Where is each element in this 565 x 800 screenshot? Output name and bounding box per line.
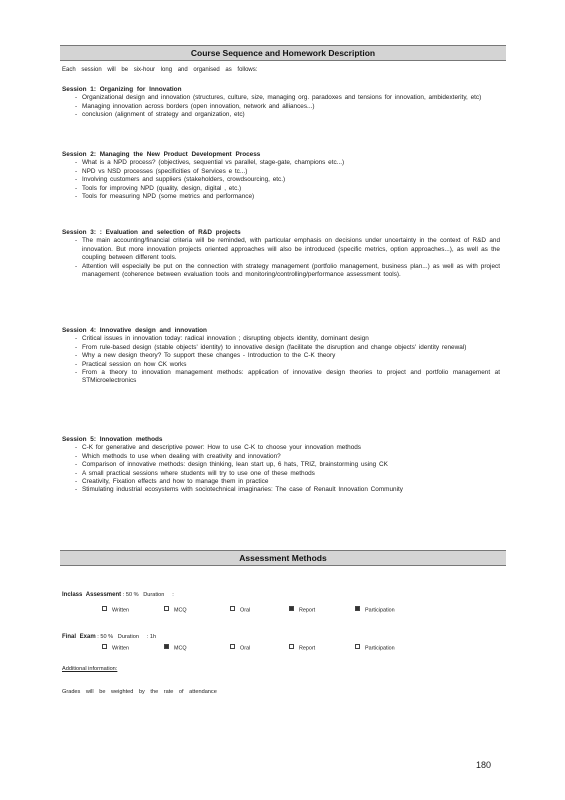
assessment-methods-header: Assessment Methods bbox=[60, 550, 506, 566]
checkbox-icon[interactable] bbox=[289, 644, 294, 649]
session-items bbox=[62, 94, 500, 119]
inclass-option-written[interactable]: Written bbox=[102, 606, 129, 614]
inclass-label: Inclass Assessment bbox=[62, 592, 122, 598]
list-item: - From rule-based design (stable objects' identity) to innovative design (facilitate the disruption and change objects' identity renewal) bbox=[82, 344, 500, 352]
final-percent: : 50 % bbox=[97, 634, 114, 640]
session-items bbox=[62, 335, 500, 385]
list-item: - Practical session on how CK works bbox=[82, 361, 500, 369]
session-items bbox=[62, 444, 500, 494]
session-title: Session 5: Innovation methods bbox=[62, 436, 163, 443]
inclass-option-participation[interactable]: Participation bbox=[355, 606, 395, 614]
checkbox-icon[interactable] bbox=[164, 606, 169, 611]
session-2 bbox=[62, 151, 500, 201]
final-label: Final Exam bbox=[62, 634, 96, 640]
list-item: - Organizational design and innovation (structures, culture, size, managing org. paradoxes and tensions for innovation, ambidexterity, etc) bbox=[82, 94, 500, 102]
checkbox-checked-icon[interactable] bbox=[289, 606, 294, 611]
list-item: - Creativity, Fixation effects and how to manage them in practice bbox=[82, 478, 500, 486]
list-item: - Comparison of innovative methods: design thinking, lean start up, 6 hats, TRIZ, brainstorming using CK bbox=[82, 461, 500, 469]
inclass-option-report[interactable]: Report bbox=[289, 606, 315, 614]
session-5 bbox=[62, 436, 500, 495]
checkbox-checked-icon[interactable] bbox=[355, 606, 360, 611]
checkbox-checked-icon[interactable] bbox=[164, 644, 169, 649]
checkbox-icon[interactable] bbox=[230, 606, 235, 611]
additional-information-label: Additional information: bbox=[62, 666, 118, 672]
page-number: 180 bbox=[476, 760, 492, 770]
checkbox-icon[interactable] bbox=[102, 644, 107, 649]
list-item: - Tools for measuring NPD (some metrics and performance) bbox=[82, 193, 500, 201]
checkbox-icon[interactable] bbox=[102, 606, 107, 611]
intro-text: Each session will be six-hour long and organised as follows: bbox=[62, 67, 258, 73]
list-item: - Attention will especially be put on the connection with strategy management (portfolio management, business plan...) as well as with project management (coherence between evaluation tools and monitoring/controlling/performance assessment tools). bbox=[82, 263, 500, 280]
grades-note: Grades will be weighted by the rate of attendance bbox=[62, 689, 217, 695]
session-items bbox=[62, 159, 500, 201]
list-item: - Which methods to use when dealing with creativity and innovation? bbox=[82, 453, 500, 461]
session-items bbox=[62, 237, 500, 279]
session-title: Session 1: Organizing for Innovation bbox=[62, 86, 182, 93]
session-4 bbox=[62, 327, 500, 386]
inclass-percent: : 50 % bbox=[122, 592, 139, 598]
list-item: - A small practical sessions where students will try to use one of these methods bbox=[82, 470, 500, 478]
inclass-duration-label: Duration bbox=[143, 592, 165, 598]
checkbox-icon[interactable] bbox=[355, 644, 360, 649]
list-item: - Stimulating industrial ecosystems with sociotechnical imaginaries: The case of Renault Innovation Community bbox=[82, 486, 500, 494]
list-item: - Involving customers and suppliers (stakeholders, crowdsourcing, etc.) bbox=[82, 176, 500, 184]
list-item: - From a theory to innovation management methods: application of innovative design theories to project and portfolio management at STMicroelectronics bbox=[82, 369, 500, 386]
inclass-option-mcq[interactable]: MCQ bbox=[164, 606, 187, 614]
list-item: - Why a new design theory? To support these changes - Introduction to the C-K theory bbox=[82, 352, 500, 360]
session-title: Session 2: Managing the New Product Development Process bbox=[62, 151, 261, 158]
inclass-assessment-line bbox=[62, 592, 174, 598]
final-option-report[interactable]: Report bbox=[289, 644, 315, 652]
inclass-option-oral[interactable]: Oral bbox=[230, 606, 250, 614]
list-item: - NPD vs NSD processes (specificities of Services e tc...) bbox=[82, 168, 500, 176]
final-duration-label: Duration bbox=[117, 634, 139, 640]
final-option-mcq[interactable]: MCQ bbox=[164, 644, 187, 652]
list-item: - What is a NPD process? (objectives, sequential vs parallel, stage-gate, champions etc...) bbox=[82, 159, 500, 167]
inclass-duration-value: : bbox=[172, 592, 174, 598]
final-option-participation[interactable]: Participation bbox=[355, 644, 395, 652]
final-exam-line bbox=[62, 634, 156, 640]
checkbox-icon[interactable] bbox=[230, 644, 235, 649]
final-option-oral[interactable]: Oral bbox=[230, 644, 250, 652]
list-item: - Tools for improving NPD (quality, design, digital , etc.) bbox=[82, 185, 500, 193]
final-option-written[interactable]: Written bbox=[102, 644, 129, 652]
list-item: - Managing innovation across borders (open innovation, network and alliances...) bbox=[82, 103, 500, 111]
list-item: - Critical issues in innovation today: radical innovation ; disrupting objects identity, dominant design bbox=[82, 335, 500, 343]
session-3 bbox=[62, 229, 500, 279]
final-duration-value: : 1h bbox=[146, 634, 157, 640]
session-title: Session 4: Innovative design and innovation bbox=[62, 327, 207, 334]
list-item: - C-K for generative and descriptive power: How to use C-K to choose your innovation methods bbox=[82, 444, 500, 452]
list-item: - conclusion (alignment of strategy and organization, etc) bbox=[82, 111, 500, 119]
course-sequence-header: Course Sequence and Homework Description bbox=[60, 45, 506, 61]
list-item: - The main accounting/financial criteria will be reminded, with particular emphasis on decisions under uncertainty in the context of R&D and innovation. But more innovation projects oriented approaches will also be introduced (specific metrics, option approaches...), as well as the coupling between different tools. bbox=[82, 237, 500, 262]
session-title: Session 3: : Evaluation and selection of R&D projects bbox=[62, 229, 241, 236]
session-1 bbox=[62, 86, 500, 120]
